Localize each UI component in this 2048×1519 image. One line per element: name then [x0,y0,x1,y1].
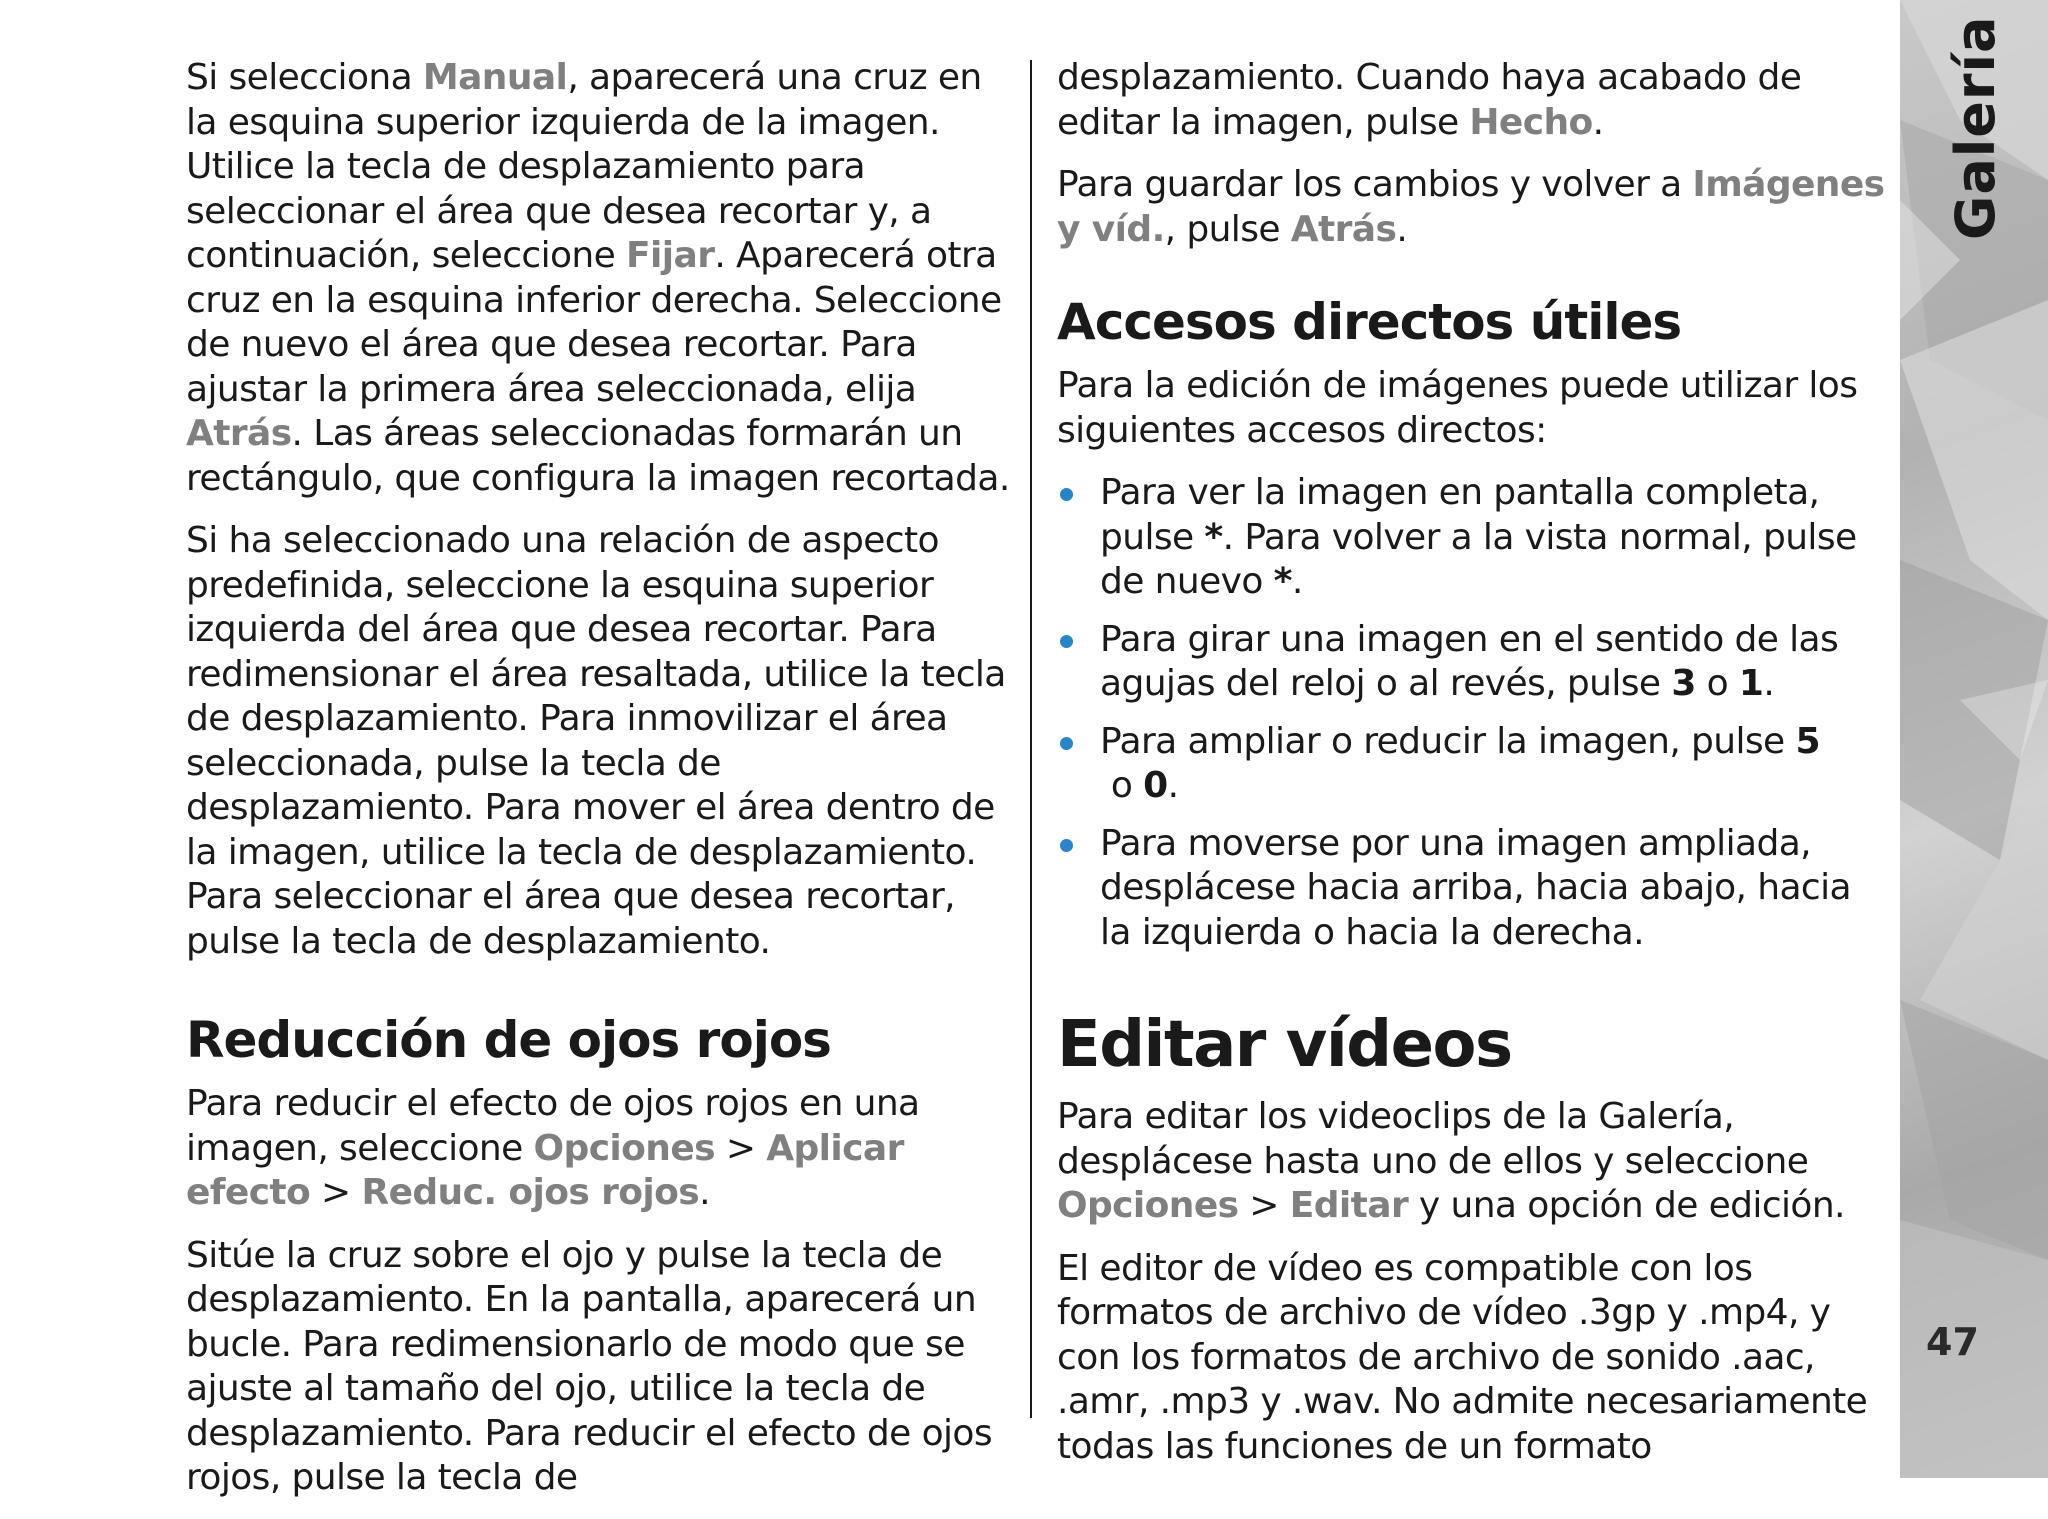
menu-term-opciones: Opciones [533,1127,715,1169]
text: , aparecerá una cruz en la esquina superior izquierda de la imagen. Utilice la tecla de desplazamiento para seleccionar el área que desea recortar y, a continuación, seleccione [186,57,982,276]
paragraph-edit-videos [1057,1095,1887,1229]
text: desplazamiento. Cuando haya acabado de editar la imagen, pulse [1057,57,1802,143]
text: o [1100,765,1144,806]
bullet-icon [1060,839,1073,852]
shortcut-list [1057,471,1887,955]
menu-separator: > [310,1172,362,1213]
menu-term-imagenes-y-vid: Imágenes y víd. [1057,164,1885,250]
text: y una opción de edición. [1408,1185,1845,1226]
paragraph-video-formats: El editor de vídeo es compatible con los formatos de archivo de vídeo .3gp y .mp4, y con los formatos de archivo de sonido .aac, .amr, .mp3 y .wav. No admite necesariamente todas las funciones de un formato [1057,1247,1868,1467]
text: . Para volver a la vista normal, pulse de nuevo [1100,516,1857,602]
text: , pulse [1164,208,1291,250]
list-item [1057,822,1887,956]
menu-term-atras: Atrás [186,413,292,454]
text: Para editar los videoclips de la Galería, desplácese hasta uno de ellos y seleccione [1057,1096,1809,1182]
bullet-icon [1060,737,1073,750]
text: . Las áreas seleccionadas formarán un rectángulo, que configura la imagen recortada. [186,413,1010,499]
list-item [1057,471,1887,605]
heading-edit-videos: Editar vídeos [1057,1008,1512,1082]
paragraph-aspect-ratio: Si ha seleccionado una relación de aspecto predefinida, seleccione la esquina superior izquierda del área que desea recortar. Para redimensionar el área resaltada, utilice la tecla de desplazamiento. Para inmovilizar el área seleccionada, pulse la tecla de desplazamiento. Para mover el área dentro de la imagen, utilice la tecla de desplazamiento. Para seleccionar el área que desea recortar, pulse la tecla de desplazamiento. [186,520,1006,962]
bullet-icon [1060,635,1073,648]
column-divider [1030,60,1032,1418]
text: o [1695,663,1739,704]
text: Para ampliar o reducir la imagen, pulse [1100,720,1796,762]
text: Para reducir el efecto de ojos rojos en una imagen, seleccione [186,1083,920,1169]
paragraph-red-eye-menu [186,1082,1016,1216]
key-label: 1 [1738,663,1764,704]
text: . [1763,663,1775,704]
menu-term-manual: Manual [422,57,568,98]
text: . [1396,208,1408,250]
menu-separator: > [714,1127,767,1169]
section-title: Galería [1944,15,2007,240]
text: Para guardar los cambios y volver a [1057,164,1693,205]
text: Para ver la imagen en pantalla completa, pulse [1100,472,1820,558]
paragraph-manual-crop [186,56,1016,501]
heading-red-eye: Reducción de ojos rojos [186,1011,831,1069]
text: . Aparecerá otra cruz en la esquina inferior derecha. Seleccione de nuevo el área que desea recortar. Para ajustar la primera área seleccionada, elija [186,235,1002,410]
key-label: 0 [1143,765,1168,806]
menu-term-hecho: Hecho [1469,101,1593,143]
text: . [1592,101,1604,143]
right-column [1057,56,1887,1487]
key-label: 5 [1795,720,1820,762]
key-label: * [1204,516,1223,558]
text: . [1291,561,1303,602]
paragraph-red-eye-steps: Sitúe la cruz sobre el ojo y pulse la tecla de desplazamiento. En la pantalla, aparecerá un bucle. Para redimensionarlo de modo que se ajuste al tamaño del ojo, utilice la tecla de desplazamiento. Para reducir el efecto de ojos rojos, pulse la tecla de [186,1234,992,1498]
paragraph-save-changes [1057,163,1887,252]
left-column [186,56,1016,1519]
text: Para moverse por una imagen ampliada, desplácese hacia arriba, hacia abajo, hacia la izquierda o hacia la derecha. [1100,822,1851,953]
menu-term-aplicar-efecto: Aplicar efecto [186,1127,904,1213]
list-item [1057,720,1887,809]
menu-term-opciones: Opciones [1057,1185,1239,1226]
bullet-icon [1060,488,1073,501]
menu-term-reduc-ojos-rojos: Reduc. ojos rojos [361,1172,700,1213]
text: . [699,1172,710,1213]
text: . [1167,765,1179,806]
menu-separator: > [1238,1185,1290,1226]
list-item [1057,618,1887,707]
key-label: 3 [1671,663,1696,704]
menu-term-atras: Atrás [1290,208,1397,250]
text: Si selecciona [186,57,423,98]
key-label: * [1273,561,1292,602]
paragraph-shortcuts-intro: Para la edición de imágenes puede utilizar los siguientes accesos directos: [1057,365,1858,451]
menu-term-editar: Editar [1289,1185,1409,1226]
heading-shortcuts: Accesos directos útiles [1057,293,1682,351]
paragraph-finish-edit [1057,56,1887,145]
menu-term-fijar: Fijar [626,235,715,276]
page-number: 47 [1926,1320,1979,1364]
text: Para girar una imagen en el sentido de las agujas del reloj o al revés, pulse [1100,618,1839,704]
